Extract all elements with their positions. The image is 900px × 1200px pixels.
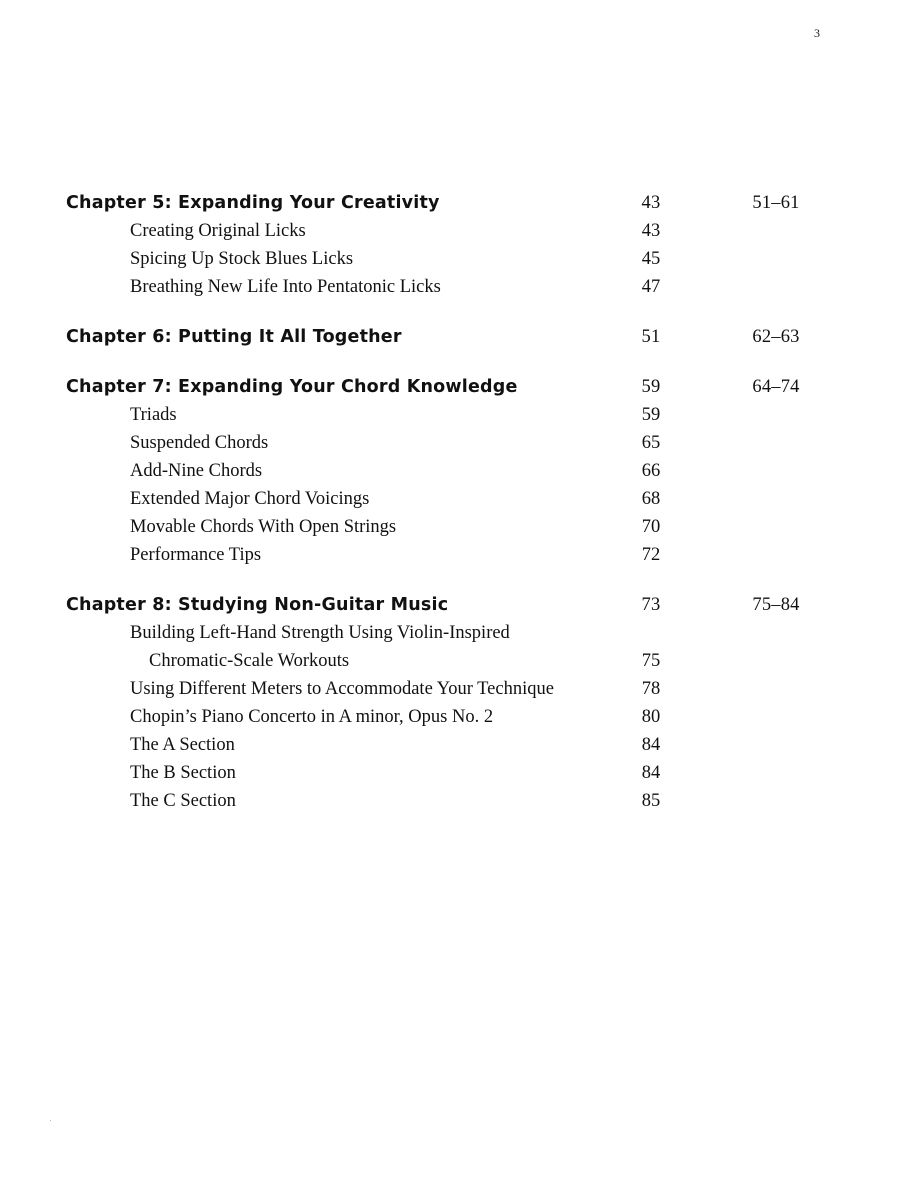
entry-page: 68: [641, 489, 661, 509]
entry-page: 59: [641, 405, 661, 425]
chapter-heading[interactable]: [66, 373, 826, 401]
entry-page: 65: [641, 433, 661, 453]
toc-entry[interactable]: [66, 541, 826, 569]
entry-title: The B Section: [130, 763, 236, 783]
chapter-tracks: 64–74: [752, 377, 800, 397]
entry-title: Suspended Chords: [130, 433, 269, 453]
chapter-7: [66, 373, 826, 569]
toc-entry[interactable]: [66, 675, 826, 703]
entry-page: 85: [641, 791, 661, 811]
toc-entry[interactable]: [66, 429, 826, 457]
toc-entry[interactable]: [66, 245, 826, 273]
chapter-6: [66, 323, 826, 351]
table-of-contents: [66, 189, 826, 837]
toc-entry[interactable]: [66, 513, 826, 541]
chapter-heading[interactable]: [66, 323, 826, 351]
entry-title: Breathing New Life Into Pentatonic Licks: [130, 277, 441, 297]
toc-entry[interactable]: [66, 457, 826, 485]
scan-speck: [50, 1120, 51, 1121]
entry-page: 47: [641, 277, 661, 297]
chapter-heading[interactable]: [66, 591, 826, 619]
entry-title: Chopin’s Piano Concerto in A minor, Opus No. 2: [130, 707, 494, 727]
entry-title: Add-Nine Chords: [130, 461, 263, 481]
toc-entry[interactable]: [66, 401, 826, 429]
entry-title: Extended Major Chord Voicings: [130, 489, 370, 509]
toc-entry[interactable]: [66, 485, 826, 513]
toc-entry[interactable]: [66, 731, 826, 759]
entry-title: The A Section: [130, 735, 235, 755]
toc-entry[interactable]: [66, 217, 826, 245]
entry-page: 72: [641, 545, 661, 565]
chapter-page: 43: [641, 193, 661, 213]
entry-title: Building Left-Hand Strength Using Violin-Inspired: [130, 623, 510, 643]
entry-page: 80: [641, 707, 661, 727]
entry-title: Using Different Meters to Accommodate Your Technique: [130, 679, 554, 699]
chapter-heading[interactable]: [66, 189, 826, 217]
toc-entry[interactable]: [66, 273, 826, 301]
chapter-tracks: 51–61: [752, 193, 800, 213]
entry-page: 75: [641, 651, 661, 671]
entry-title: Spicing Up Stock Blues Licks: [130, 249, 354, 269]
chapter-tracks: 62–63: [752, 327, 800, 347]
chapter-page: 59: [641, 377, 661, 397]
chapter-page: 51: [641, 327, 661, 347]
entry-page: 70: [641, 517, 661, 537]
toc-entry[interactable]: [66, 759, 826, 787]
page-number: 3: [814, 26, 820, 40]
entry-title: Triads: [130, 405, 177, 425]
entry-page: 66: [641, 461, 661, 481]
chapter-tracks: 75–84: [752, 595, 800, 615]
toc-entry[interactable]: [66, 787, 826, 815]
entry-page: 84: [641, 735, 661, 755]
entry-title: The C Section: [130, 791, 236, 811]
chapter-page: 73: [641, 595, 661, 615]
chapter-8: [66, 591, 826, 815]
chapter-title: Chapter 5: Expanding Your Creativity: [66, 193, 440, 213]
toc-entry[interactable]: [66, 619, 826, 675]
entry-title: Creating Original Licks: [130, 221, 306, 241]
chapter-title: Chapter 6: Putting It All Together: [66, 327, 402, 347]
entry-title-continued: Chromatic-Scale Workouts: [149, 651, 350, 671]
entry-title: Performance Tips: [130, 545, 262, 565]
entry-page: 78: [641, 679, 661, 699]
entry-page: 43: [641, 221, 661, 241]
entry-title: Movable Chords With Open Strings: [130, 517, 397, 537]
chapter-title: Chapter 8: Studying Non-Guitar Music: [66, 595, 449, 615]
entry-page: 45: [641, 249, 661, 269]
entry-title-wrap: [130, 619, 510, 675]
toc-entry[interactable]: [66, 703, 826, 731]
entry-page: 84: [641, 763, 661, 783]
chapter-5: [66, 189, 826, 301]
chapter-title: Chapter 7: Expanding Your Chord Knowledge: [66, 377, 518, 397]
